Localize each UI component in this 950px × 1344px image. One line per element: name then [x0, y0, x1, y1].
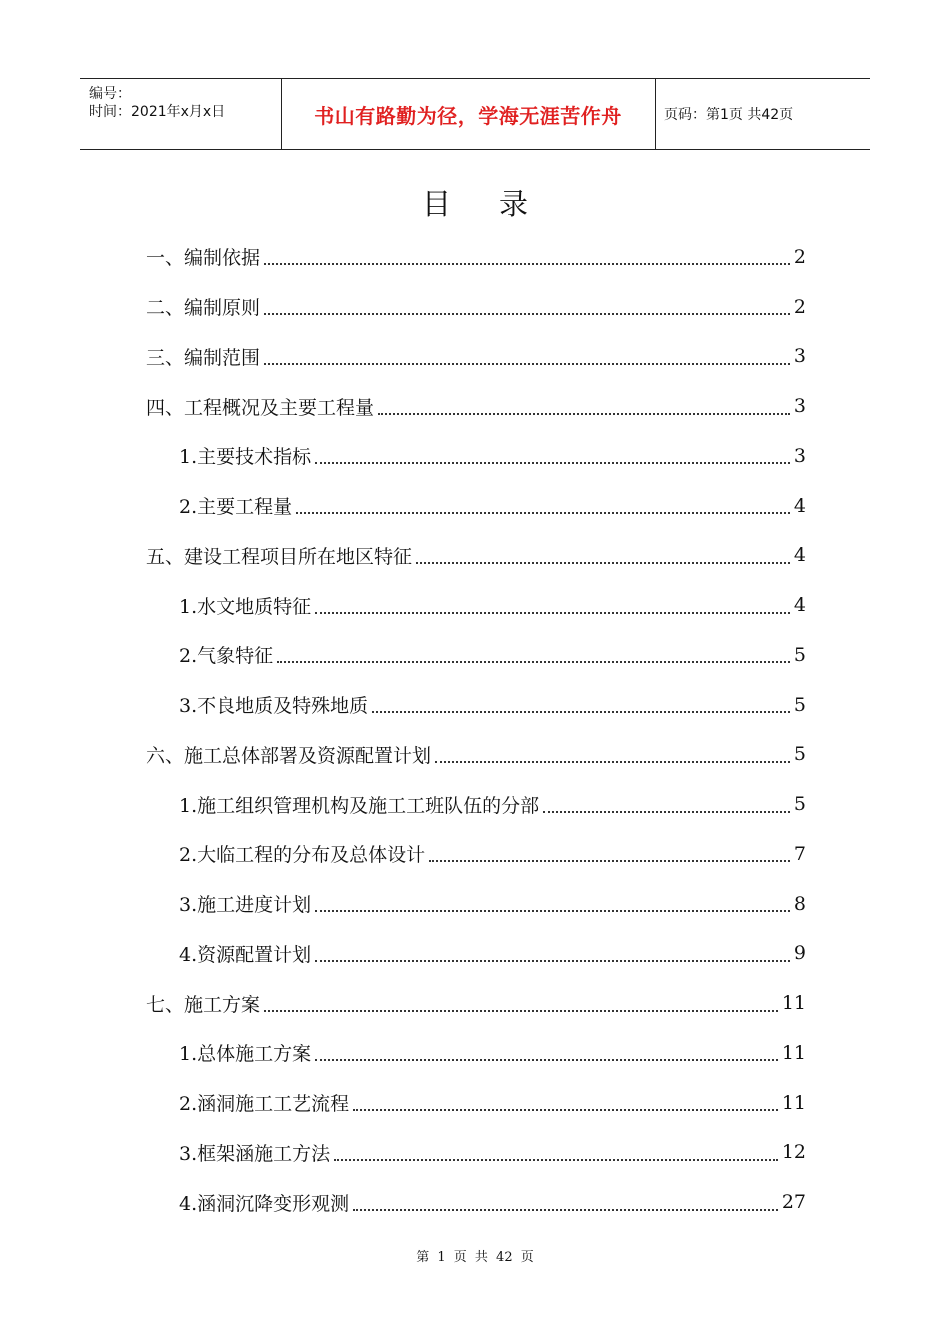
toc-entry[interactable] [146, 332, 806, 382]
toc-entry[interactable] [146, 531, 806, 581]
toc-entry-page: 3 [793, 444, 806, 467]
toc-entry[interactable] [146, 580, 806, 630]
toc-entry[interactable] [146, 829, 806, 879]
toc-entry-page: 2 [793, 295, 806, 318]
toc-leader-dots [378, 412, 790, 415]
toc-entry-title: 2.涵洞施工工艺流程 [179, 1093, 350, 1116]
toc-entry-title: 4.涵洞沉降变形观测 [179, 1192, 350, 1215]
toc-entry[interactable] [146, 381, 806, 431]
table-of-contents [146, 232, 806, 1227]
toc-leader-dots [353, 1208, 778, 1211]
toc-entry[interactable] [146, 232, 806, 282]
toc-entry-title: 1.总体施工方案 [179, 1043, 312, 1066]
toc-leader-dots [353, 1108, 778, 1111]
toc-entry[interactable] [146, 1078, 806, 1128]
toc-entry-title: 七、施工方案 [146, 993, 261, 1016]
toc-leader-dots [372, 710, 790, 713]
toc-entry-title: 3.不良地质及特殊地质 [179, 695, 369, 718]
page-footer: 第 1 页 共 42 页 [416, 1250, 534, 1265]
time-label: 时间：2021年x月x日 [89, 104, 226, 120]
toc-leader-dots [315, 461, 790, 464]
toc-leader-dots [296, 511, 790, 514]
toc-entry-page: 12 [781, 1141, 806, 1164]
toc-entry[interactable] [146, 282, 806, 332]
toc-entry-page: 5 [793, 693, 806, 716]
toc-leader-dots [315, 611, 790, 614]
toc-entry[interactable] [146, 1128, 806, 1178]
toc-entry-page: 5 [793, 743, 806, 766]
toc-entry[interactable] [146, 730, 806, 780]
toc-entry-page: 11 [781, 992, 806, 1015]
toc-leader-dots [264, 362, 790, 365]
toc-entry-page: 2 [793, 245, 806, 268]
toc-entry[interactable] [146, 630, 806, 680]
toc-entry[interactable] [146, 929, 806, 979]
toc-entry-title: 2.气象特征 [179, 645, 274, 668]
toc-entry[interactable] [146, 680, 806, 730]
toc-entry[interactable] [146, 879, 806, 929]
toc-entry-page: 4 [793, 594, 806, 617]
document-header [80, 78, 870, 150]
toc-entry-title: 1.水文地质特征 [179, 595, 312, 618]
toc-leader-dots [334, 1158, 778, 1161]
toc-entry[interactable] [146, 431, 806, 481]
toc-entry[interactable] [146, 779, 806, 829]
header-meta-cell [80, 79, 282, 149]
toc-entry-page: 11 [781, 1091, 806, 1114]
toc-entry-page: 4 [793, 494, 806, 517]
toc-leader-dots [315, 1058, 778, 1061]
toc-entry-title: 五、建设工程项目所在地区特征 [146, 545, 413, 568]
number-label: 编号： [89, 86, 131, 102]
slogan: 书山有路勤为径，学海无涯苦作舟 [314, 103, 622, 128]
toc-leader-dots [543, 810, 790, 813]
toc-entry-title: 六、施工总体部署及资源配置计划 [146, 744, 432, 767]
toc-entry-title: 3.施工进度计划 [179, 894, 312, 917]
toc-entry[interactable] [146, 1028, 806, 1078]
toc-entry[interactable] [146, 978, 806, 1028]
toc-leader-dots [277, 660, 790, 663]
header-page-cell [655, 79, 870, 149]
toc-leader-dots [264, 262, 790, 265]
toc-entry-page: 27 [781, 1191, 806, 1214]
toc-entry-page: 11 [781, 1041, 806, 1064]
toc-entry-page: 8 [793, 892, 806, 915]
toc-leader-dots [435, 760, 790, 763]
page-info: 页码：第1页 共42页 [664, 107, 794, 123]
toc-entry-title: 1.主要技术指标 [179, 446, 312, 469]
toc-leader-dots [264, 1009, 778, 1012]
toc-entry-page: 3 [793, 395, 806, 418]
toc-entry-title: 2.大临工程的分布及总体设计 [179, 844, 426, 867]
toc-entry-title: 一、编制依据 [146, 247, 261, 270]
toc-entry-title: 二、编制原则 [146, 297, 261, 320]
toc-entry-title: 4.资源配置计划 [179, 943, 312, 966]
toc-entry-title: 四、工程概况及主要工程量 [146, 396, 375, 419]
toc-entry-page: 4 [793, 544, 806, 567]
toc-leader-dots [429, 859, 790, 862]
toc-leader-dots [416, 561, 790, 564]
toc-leader-dots [315, 959, 790, 962]
toc-entry-title: 三、编制范围 [146, 346, 261, 369]
toc-entry-page: 7 [793, 842, 806, 865]
toc-entry[interactable] [146, 1177, 806, 1227]
toc-leader-dots [315, 909, 790, 912]
toc-entry-page: 3 [793, 345, 806, 368]
toc-entry-page: 9 [793, 942, 806, 965]
page-title: 目录 [421, 187, 576, 221]
toc-leader-dots [264, 312, 790, 315]
toc-entry-title: 1.施工组织管理机构及施工工班队伍的分部 [179, 794, 540, 817]
toc-entry-page: 5 [793, 643, 806, 666]
toc-entry[interactable] [146, 481, 806, 531]
toc-entry-title: 2.主要工程量 [179, 496, 293, 519]
toc-entry-title: 3.框架涵施工方法 [179, 1142, 331, 1165]
toc-entry-page: 5 [793, 793, 806, 816]
header-slogan-cell [281, 79, 656, 149]
